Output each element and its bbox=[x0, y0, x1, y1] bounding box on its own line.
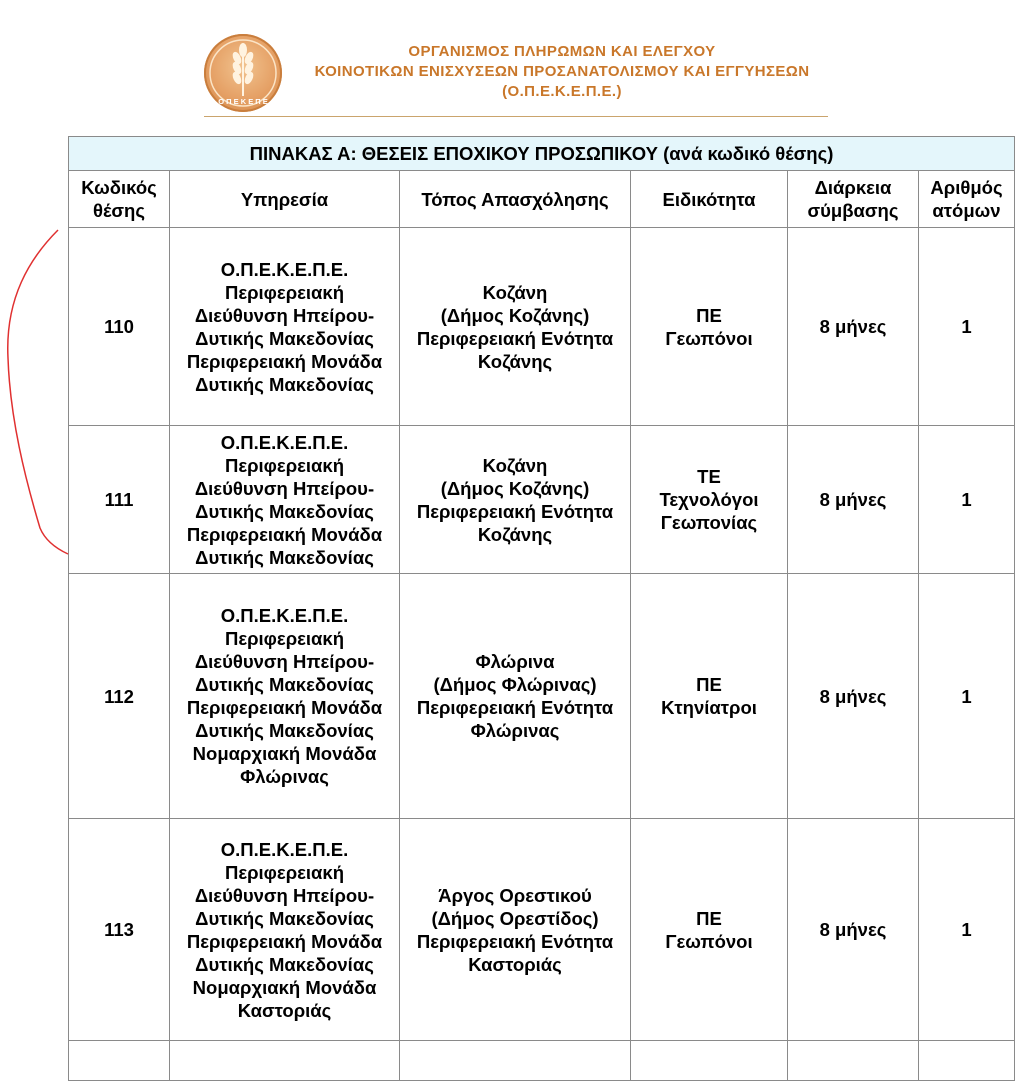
wheat-icon bbox=[204, 34, 282, 112]
location-cell: Κοζάνη (Δήμος Κοζάνης) Περιφερειακή Ενότητα Κοζάνης bbox=[400, 228, 631, 426]
col-header-service: Υπηρεσία bbox=[170, 171, 400, 228]
empty-cell bbox=[788, 1041, 919, 1081]
duration-cell: 8 μήνες bbox=[788, 426, 919, 574]
table-title: ΠΙΝΑΚΑΣ Α: ΘΕΣΕΙΣ ΕΠΟΧΙΚΟΥ ΠΡΟΣΩΠΙΚΟΥ (ανά κωδικό θέσης) bbox=[69, 137, 1015, 171]
service-cell: Ο.Π.Ε.Κ.Ε.Π.Ε. Περιφερειακή Διεύθυνση Ηπείρου- Δυτικής Μακεδονίας Περιφερειακή Μονάδα Δυτικής Μακεδονίας bbox=[170, 228, 400, 426]
specialty-cell: ΠΕ Κτηνίατροι bbox=[631, 574, 788, 819]
specialty-cell: ΠΕ Γεωπόνοι bbox=[631, 228, 788, 426]
empty-cell bbox=[69, 1041, 170, 1081]
position-code: 113 bbox=[69, 819, 170, 1041]
position-code: 112 bbox=[69, 574, 170, 819]
org-line-3: (Ο.Π.Ε.Κ.Ε.Π.Ε.) bbox=[502, 83, 622, 100]
persons-cell: 1 bbox=[919, 228, 1015, 426]
location-cell: Άργος Ορεστικού (Δήμος Ορεστίδος) Περιφερειακή Ενότητα Καστοριάς bbox=[400, 819, 631, 1041]
table-title-row bbox=[69, 137, 1015, 171]
table-row bbox=[69, 819, 1015, 1041]
document-header bbox=[0, 0, 1035, 130]
service-cell: Ο.Π.Ε.Κ.Ε.Π.Ε. Περιφερειακή Διεύθυνση Ηπείρου- Δυτικής Μακεδονίας Περιφερειακή Μονάδα Δυτικής Μακεδονίας Νομαρχιακή Μονάδα Φλώρινας bbox=[170, 574, 400, 819]
empty-cell bbox=[400, 1041, 631, 1081]
position-code: 110 bbox=[69, 228, 170, 426]
col-header-code: Κωδικός θέσης bbox=[69, 171, 170, 228]
table-row bbox=[69, 228, 1015, 426]
col-header-location: Τόπος Απασχόλησης bbox=[400, 171, 631, 228]
col-header-persons: Αριθμός ατόμων bbox=[919, 171, 1015, 228]
table-header-row bbox=[69, 171, 1015, 228]
service-cell: Ο.Π.Ε.Κ.Ε.Π.Ε. Περιφερειακή Διεύθυνση Ηπείρου- Δυτικής Μακεδονίας Περιφερειακή Μονάδα Δυτικής Μακεδονίας Νομαρχιακή Μονάδα Καστοριάς bbox=[170, 819, 400, 1041]
opekepe-logo bbox=[204, 34, 282, 112]
persons-cell: 1 bbox=[919, 426, 1015, 574]
service-cell: Ο.Π.Ε.Κ.Ε.Π.Ε. Περιφερειακή Διεύθυνση Ηπείρου- Δυτικής Μακεδονίας Περιφερειακή Μονάδα Δυτικής Μακεδονίας bbox=[170, 426, 400, 574]
table-row bbox=[69, 574, 1015, 819]
col-header-duration: Διάρκεια σύμβασης bbox=[788, 171, 919, 228]
specialty-cell: ΤΕ Τεχνολόγοι Γεωπονίας bbox=[631, 426, 788, 574]
svg-text:Ο Π Ε Κ Ε Π Ε: Ο Π Ε Κ Ε Π Ε bbox=[218, 97, 268, 106]
persons-cell: 1 bbox=[919, 574, 1015, 819]
col-header-specialty: Ειδικότητα bbox=[631, 171, 788, 228]
position-code: 111 bbox=[69, 426, 170, 574]
specialty-cell: ΠΕ Γεωπόνοι bbox=[631, 819, 788, 1041]
table-row bbox=[69, 426, 1015, 574]
location-cell: Κοζάνη (Δήμος Κοζάνης) Περιφερειακή Ενότητα Κοζάνης bbox=[400, 426, 631, 574]
empty-cell bbox=[919, 1041, 1015, 1081]
empty-cell bbox=[631, 1041, 788, 1081]
organization-name bbox=[296, 42, 828, 102]
red-bracket-annotation bbox=[0, 228, 70, 558]
duration-cell: 8 μήνες bbox=[788, 574, 919, 819]
duration-cell: 8 μήνες bbox=[788, 228, 919, 426]
location-cell: Φλώρινα (Δήμος Φλώρινας) Περιφερειακή Ενότητα Φλώρινας bbox=[400, 574, 631, 819]
org-line-1: ΟΡΓΑΝΙΣΜΟΣ ΠΛΗΡΩΜΩΝ ΚΑΙ ΕΛΕΓΧΟΥ bbox=[408, 43, 716, 60]
empty-cell bbox=[170, 1041, 400, 1081]
positions-table bbox=[68, 136, 1015, 1081]
org-line-2: ΚΟΙΝΟΤΙΚΩΝ ΕΝΙΣΧΥΣΕΩΝ ΠΡΟΣΑΝΑΤΟΛΙΣΜΟΥ ΚΑΙ ΕΓΓΥΗΣΕΩΝ bbox=[314, 63, 810, 80]
table-row bbox=[69, 1041, 1015, 1081]
duration-cell: 8 μήνες bbox=[788, 819, 919, 1041]
header-divider bbox=[204, 116, 828, 117]
persons-cell: 1 bbox=[919, 819, 1015, 1041]
